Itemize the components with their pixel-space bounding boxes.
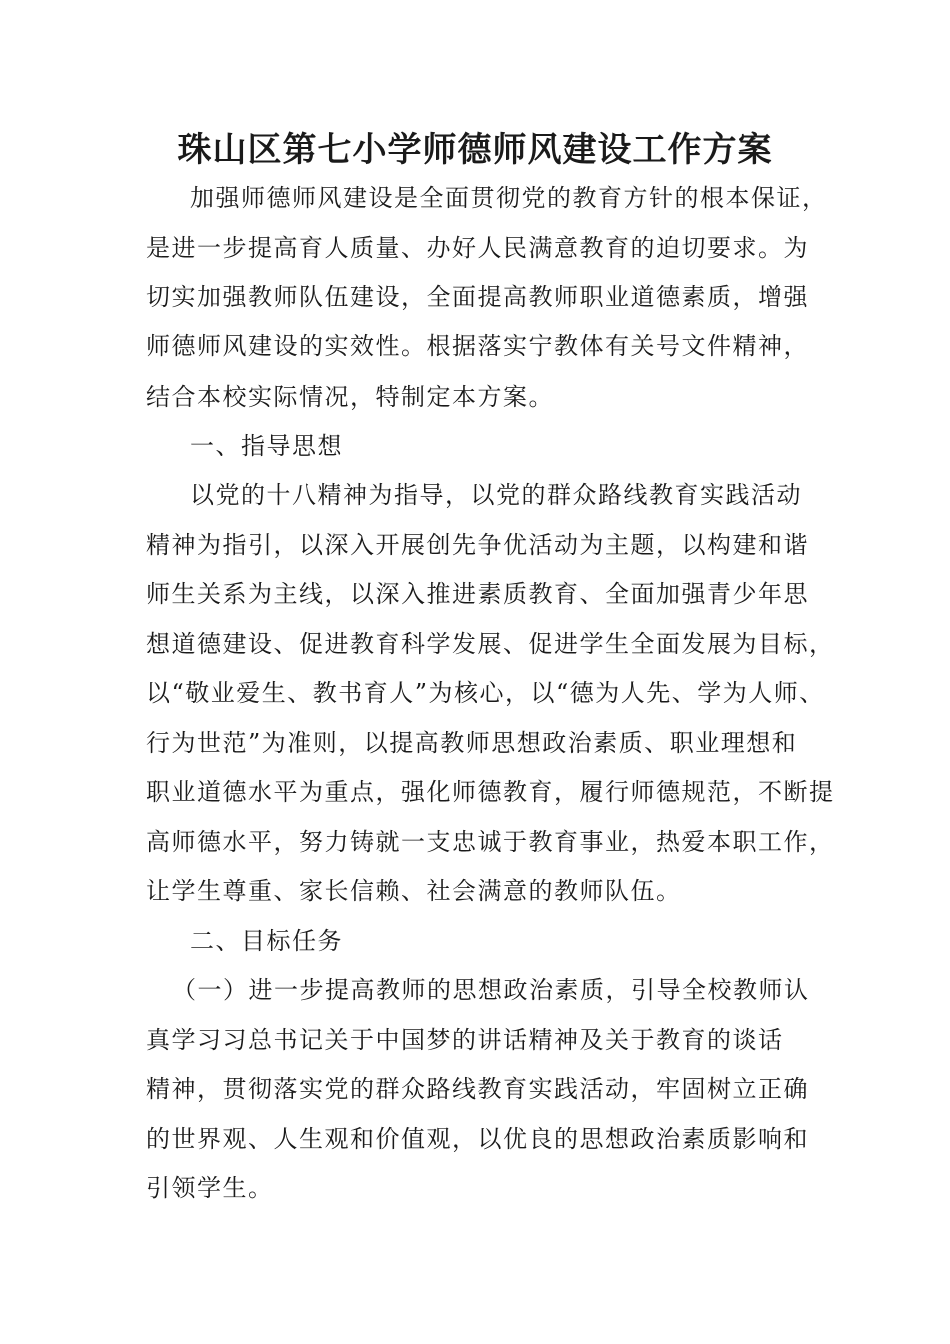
paragraph-line: 想道德建设、促进教育科学发展、促进学生全面发展为目标， (146, 630, 835, 658)
paragraph-line: 师德师风建设的实效性。根据落实宁教体有关号文件精神， (146, 332, 809, 360)
paragraph-line: 引领学生。 (146, 1174, 274, 1202)
paragraph-line: 让学生尊重、家长信赖、社会满意的教师队伍。 (146, 877, 682, 905)
paragraph-line: 是进一步提高育人质量、办好人民满意教育的迫切要求。为 (146, 234, 809, 262)
paragraph-line: （一）进一步提高教师的思想政治素质，引导全校教师认 (172, 976, 810, 1004)
paragraph-line: 职业道德水平为重点，强化师德教育，履行师德规范，不断提 (146, 778, 835, 806)
paragraph-line: 行为世范”为准则，以提高教师思想政治素质、职业理想和 (146, 729, 798, 757)
paragraph-line: 的世界观、人生观和价值观，以优良的思想政治素质影响和 (146, 1125, 809, 1153)
paragraph-line: 精神为指引，以深入开展创先争优活动为主题，以构建和谐 (146, 531, 809, 559)
section-heading: 一、指导思想 (190, 432, 343, 460)
paragraph-line: 切实加强教师队伍建设，全面提高教师职业道德素质，增强 (146, 283, 809, 311)
section-heading: 二、目标任务 (190, 927, 343, 955)
paragraph-line: 加强师德师风建设是全面贯彻党的教育方针的根本保证， (190, 184, 828, 212)
paragraph-line: 精神，贯彻落实党的群众路线教育实践活动，牢固树立正确 (146, 1075, 809, 1103)
document-title: 珠山区第七小学师德师风建设工作方案 (177, 130, 773, 170)
paragraph-line: 高师德水平，努力铸就一支忠诚于教育事业，热爱本职工作， (146, 828, 835, 856)
paragraph-line: 以“敬业爱生、教书育人”为核心，以“德为人先、学为人师、 (146, 679, 825, 707)
paragraph-line: 结合本校实际情况，特制定本方案。 (146, 383, 554, 411)
paragraph-line: 以党的十八精神为指导，以党的群众路线教育实践活动 (190, 481, 802, 509)
paragraph-line: 师生关系为主线，以深入推进素质教育、全面加强青少年思 (146, 580, 809, 608)
paragraph-line: 真学习习总书记关于中国梦的讲话精神及关于教育的谈话 (146, 1026, 784, 1054)
